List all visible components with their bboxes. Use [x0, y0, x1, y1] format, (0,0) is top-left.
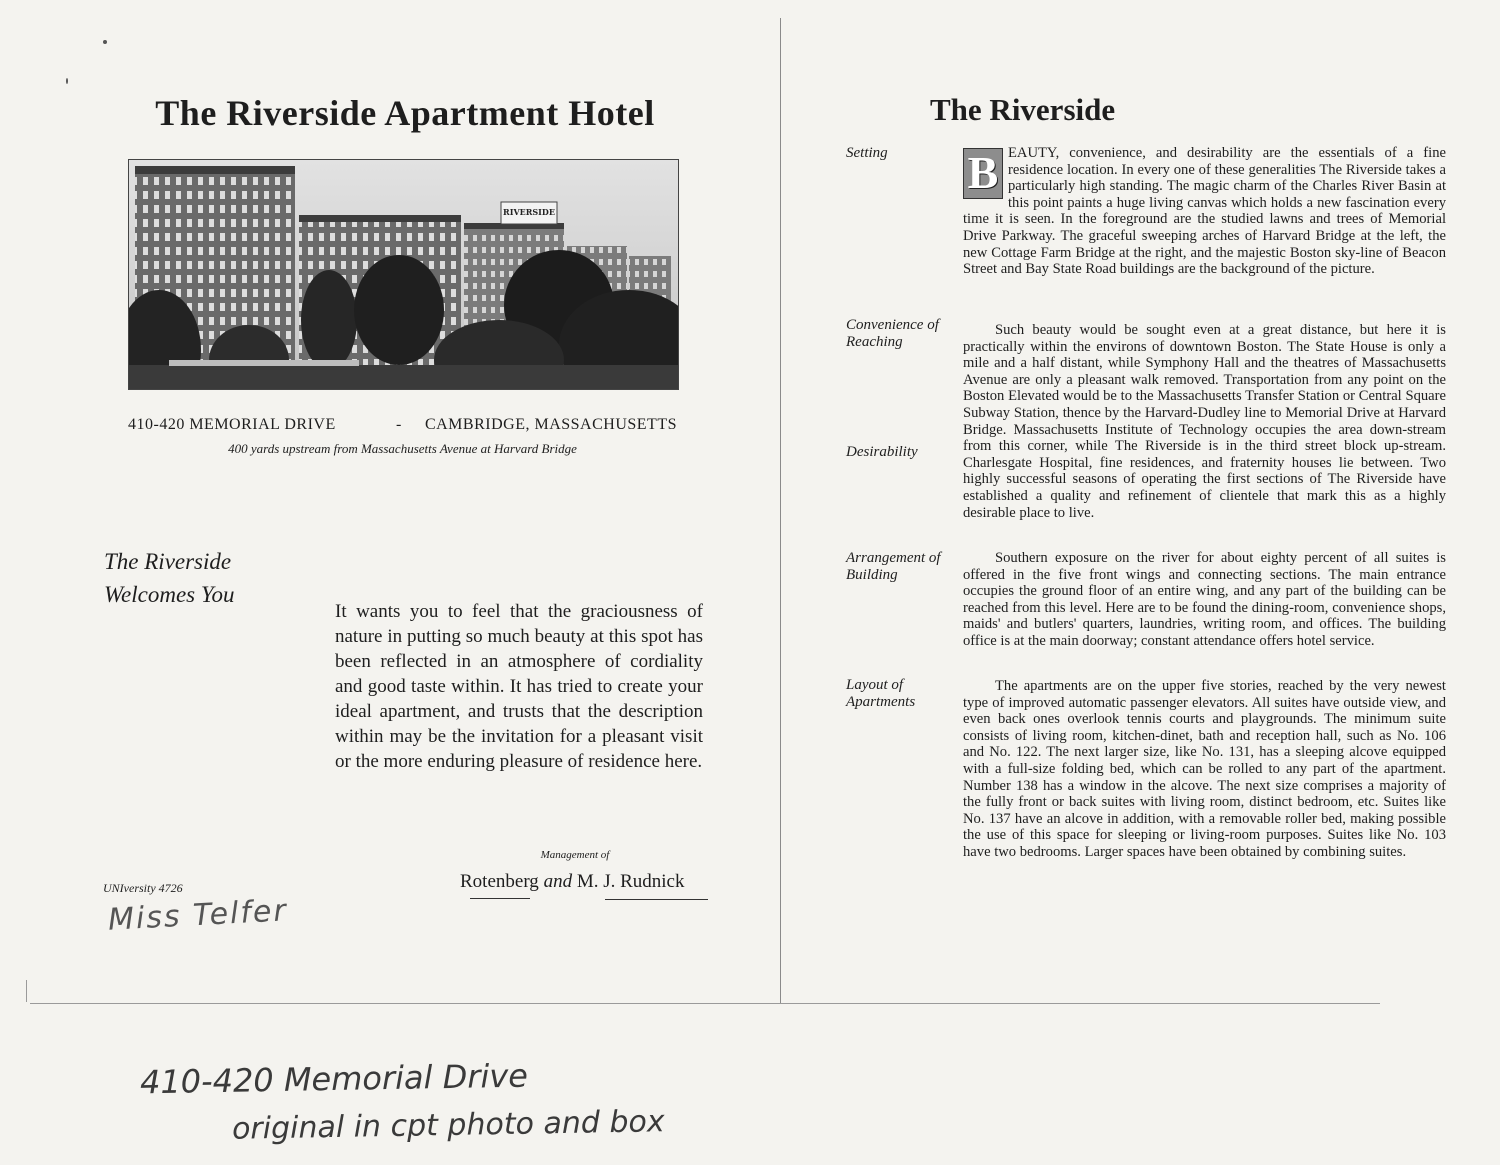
section-arrangement-text: Southern exposure on the river for about eighty percent of all suites is offered in the five front wings and connecting sections. The main entrance occupies the ground floor of an entire wing, and any part of the building can be reached from this level. Here are to be found the dining-room, convenience shops, maids' and butlers' quarters, laundries, writing room, and offices. The building office is at the main doorway; constant attendance offers hotel service. [963, 550, 1446, 649]
fold-line [780, 18, 781, 1003]
welcome-heading [104, 545, 235, 611]
handwritten-note-2: original in cpt photo and box [231, 1104, 665, 1147]
welcome-line-2: Welcomes You [104, 582, 235, 607]
intro-paragraph: It wants you to feel that the graciousness of nature in putting so much beauty at this spot has been reflected in an atmosphere of cordiality and good taste within. It has tried to create your ideal apartment, and trusts that the description within may be the invitation for a pleasant visit or the more enduring pleasure of residence here. [335, 601, 703, 772]
management-and: and [543, 871, 573, 892]
management-names [460, 871, 685, 893]
handwritten-name: Miss Telfer [107, 893, 289, 938]
setting-body: EAUTY, convenience, and desirability are the essentials of a fine residence location. In every one of these generalities The Riverside takes a particularly high standing. The magic charm of the Charles River Basin at this point paints a huge living canvas which holds a new fascination every time it is seen. In the foreground are the studied lawns and trees of Memorial Drive Parkway. The graceful sweeping arches of Harvard Bridge at the left, the new Cottage Farm Bridge at the right, and the majestic Boston sky-line of Beacon Street and Bay State Road buildings are the background of the picture. [963, 145, 1446, 278]
scan-speck [66, 78, 68, 84]
scan-speck [103, 40, 107, 44]
page-edge-left [30, 1003, 780, 1004]
page-edge-right [780, 1003, 1380, 1004]
address-street: 410-420 MEMORIAL DRIVE [128, 416, 336, 433]
address-separator: - [396, 416, 402, 433]
section-layout-text: The apartments are on the upper five stories, reached by the very newest type of improved automatic passenger elevators. All suites have outside view, and even back ones overlook tennis courts and playgrounds. The minimum suite consists of living room, kitchen-dinet, bath and reception hall, such as No. 106 and No. 122. The next larger size, like No. 131, has a sleeping alcove equipped with a full-size folding bed, which can be rolled to any part of the apartment. Number 138 has a window in the alcove. The next size comprises a majority of the fully front or back suites with living room, distinct bedroom, etc. Suites like No. 137 have an alcove in addition, with a removable roller bed, making possible the use of this space for sleeping or living-room purposes. Suites like No. 103 have two bedrooms. Larger spaces have been obtained by combining suites. [963, 678, 1446, 860]
address-city: CAMBRIDGE, MASSACHUSETTS [424, 416, 677, 433]
section-label-desirability: Desirability [846, 444, 918, 460]
phone-number: UNIversity 4726 [103, 881, 183, 895]
building-illustration [129, 160, 678, 389]
building-photo [128, 159, 679, 390]
signature-line [605, 899, 708, 900]
rooftop-sign: RIVERSIDE [503, 207, 555, 217]
section-setting-text [963, 145, 1446, 278]
address-directions: 400 yards upstream from Massachusetts Avenue at Harvard Bridge [228, 441, 577, 456]
signature-line [470, 898, 530, 899]
welcome-line-1: The Riverside [104, 549, 232, 574]
management-name-2: M. J. Rudnick [576, 871, 685, 892]
left-page-title: The Riverside Apartment Hotel [155, 93, 655, 133]
management-label: Management of [540, 849, 610, 861]
section-label-arrangement: Arrangement of Building [846, 550, 941, 583]
drop-cap: B [963, 148, 1003, 199]
management-name-1: Rotenberg [460, 871, 539, 892]
section-label-setting: Setting [846, 145, 888, 161]
right-page-title: The Riverside [930, 92, 1116, 127]
section-label-convenience: Convenience of Reaching [846, 317, 939, 350]
section-convenience-text: Such beauty would be sought even at a great distance, but here it is practically within the environs of downtown Boston. The State House is only a mile and a half distant, while Symphony Hall and the theatres of Massachusetts Avenue are only a pleasant walk removed. Transportation from any point on the Boston Elevated would be to the Massachusetts Transfer Station or Central Square Subway Station, thence by the Harvard-Dudley line to Memorial Drive at Harvard Bridge. Massachusetts Institute of Technology occupies the area down-stream from this corner, while The Riverside is in the third street block up-stream. Charlesgate Hospital, fine residences, and fraternity houses lie between. Two highly successful seasons of operating the first sections of The Riverside have established a quality and refinement of clientele that mark this as a highly desirable place to live. [963, 322, 1446, 521]
section-label-layout: Layout of Apartments [846, 677, 916, 710]
page-corner-left [26, 980, 27, 1002]
handwritten-note-1: 410-420 Memorial Drive [139, 1056, 529, 1102]
